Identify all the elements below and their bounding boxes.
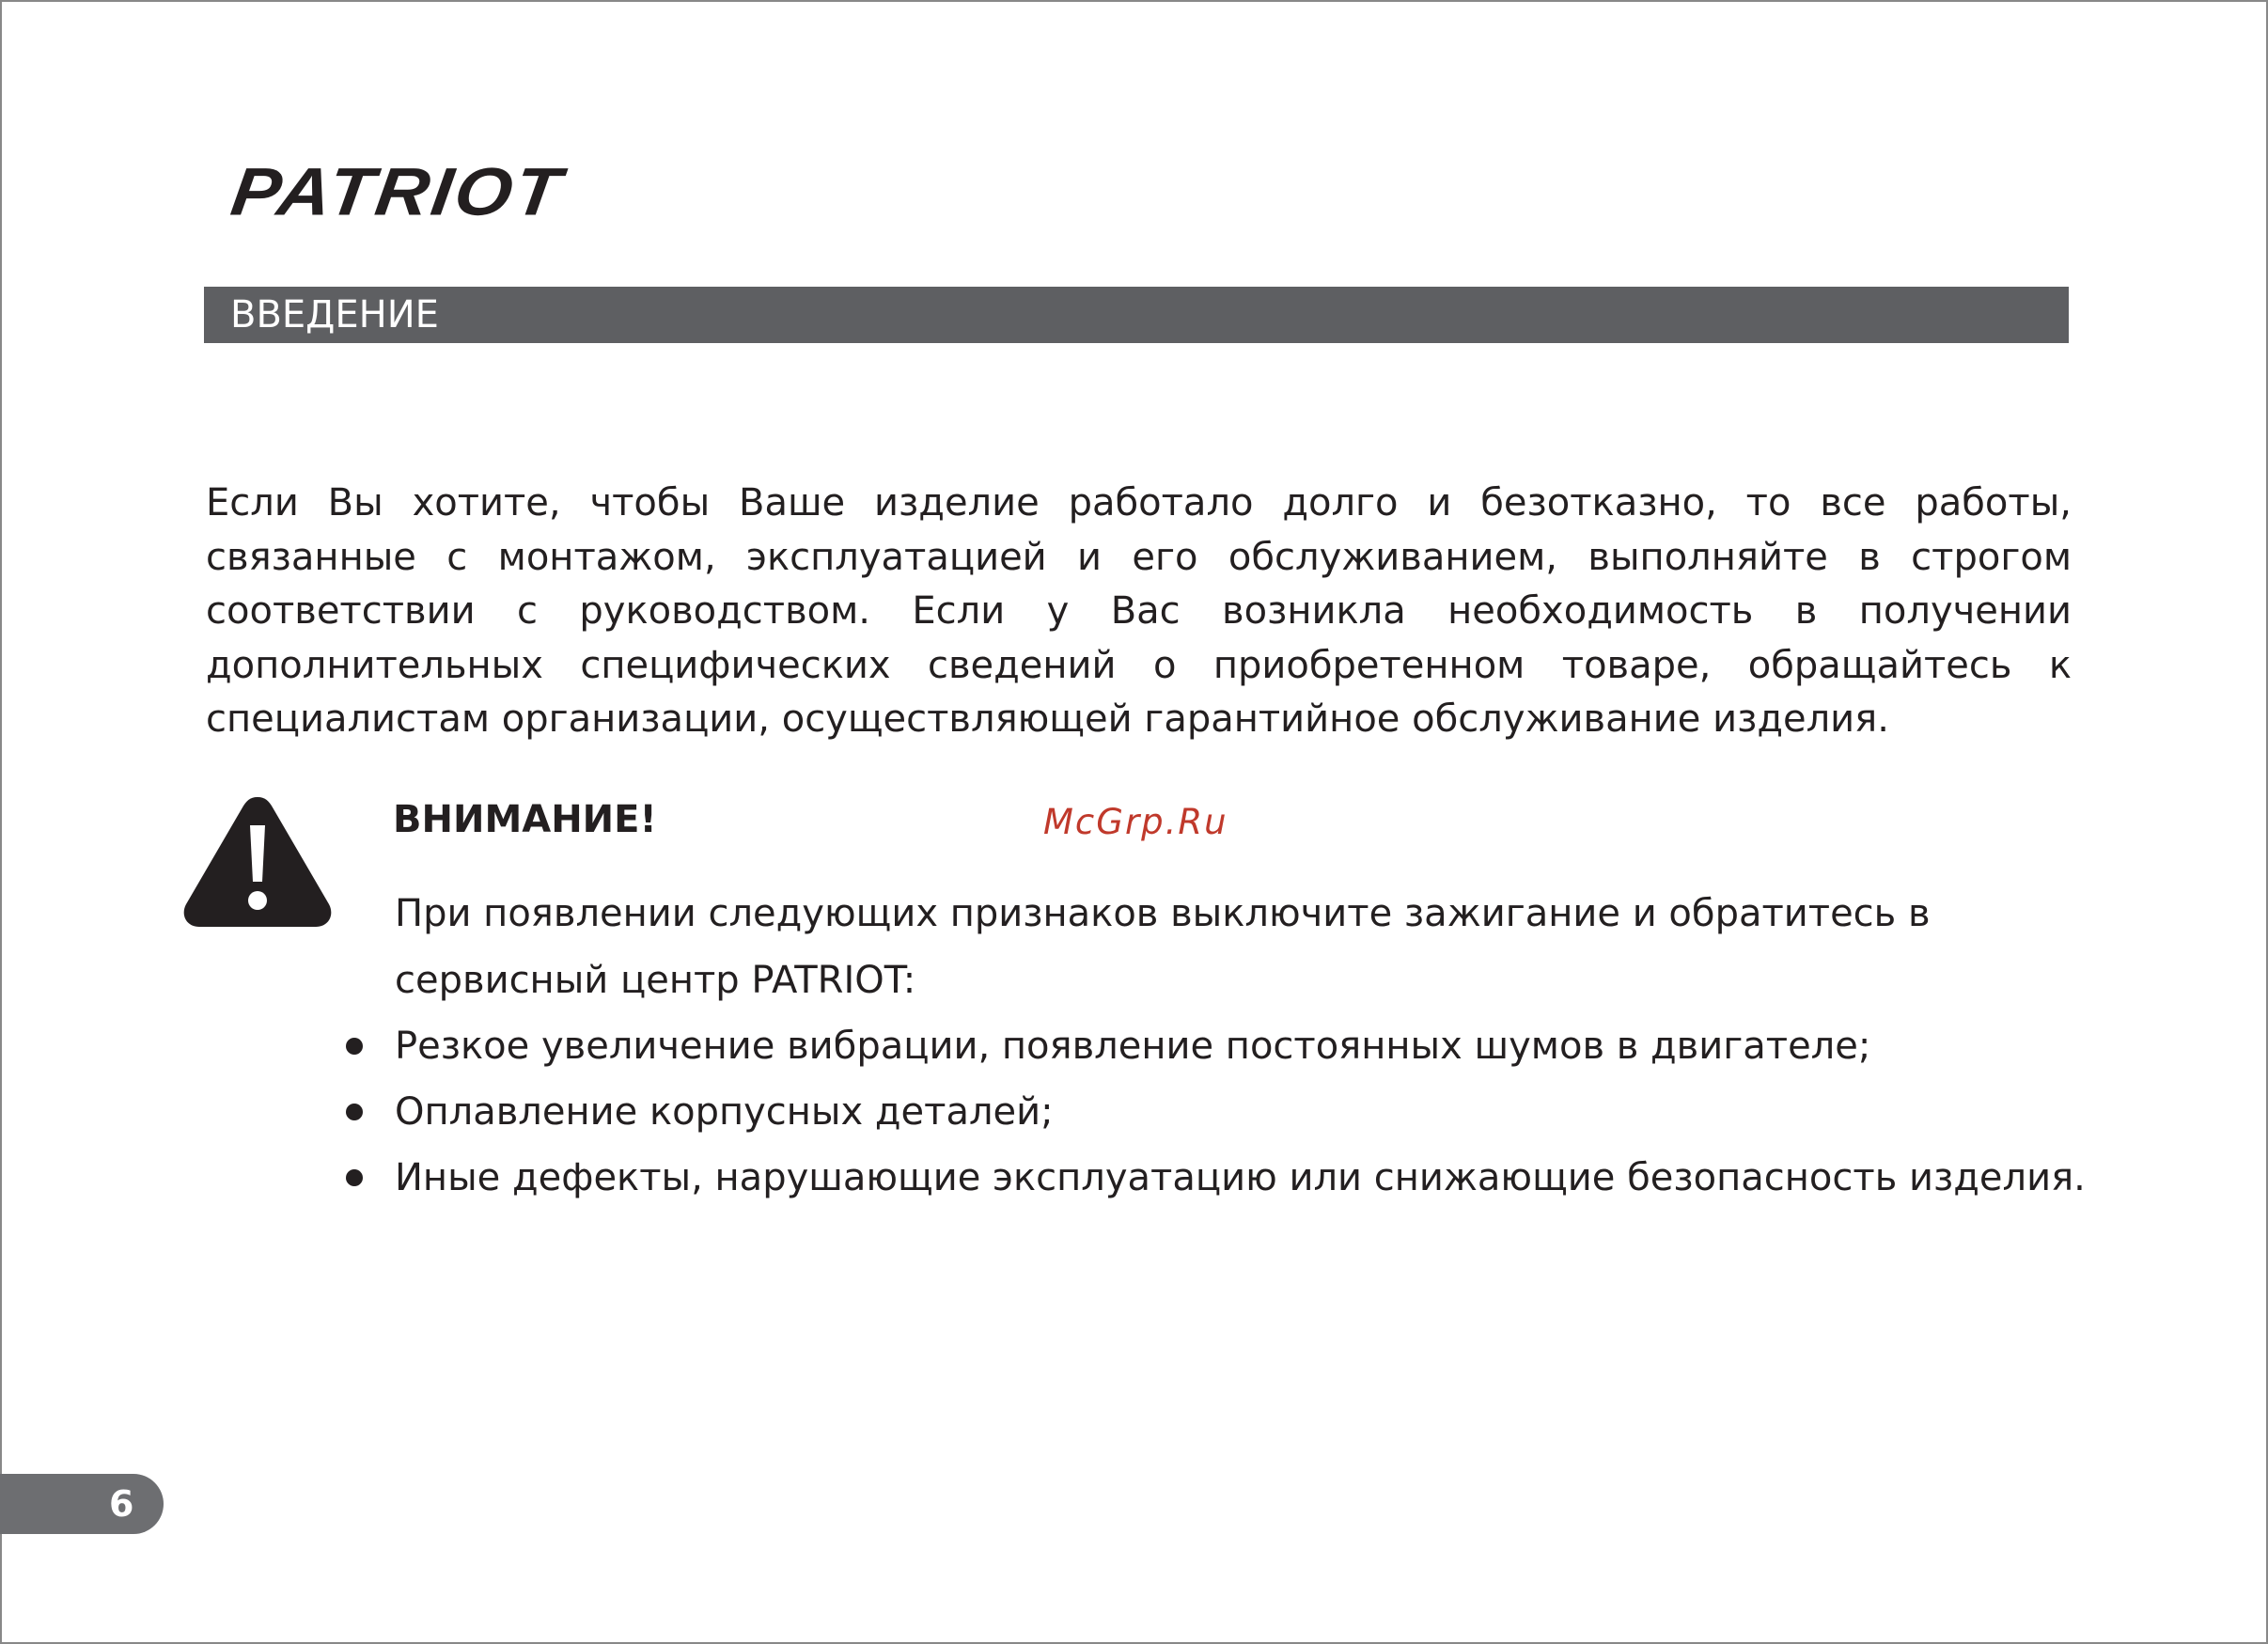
list-item (338, 1013, 2086, 1079)
warning-triangle-icon (180, 791, 335, 932)
list-item-text: Оплавление корпусных деталей; (395, 1090, 1054, 1134)
section-header (204, 287, 2069, 343)
warning-text: При появлении следующих признаков выключите зажигание и обратитесь в сервисный центр PATRIOT: (395, 892, 1931, 1002)
list-item-text: Иные дефекты, нарушающие эксплуатацию или снижающие безопасность изделия. (395, 1156, 2086, 1199)
bullet-icon (346, 1169, 363, 1186)
intro-paragraph: Если Вы хотите, чтобы Ваше изделие работало долго и безотказно, то все работы, связанные с монтажом, эксплуатацией и его обслуживанием, выполняйте в строгом соответствии с руководством. Если у Вас возникла необходимость в получении дополнительных специфических сведений о приобретенном товаре, обращайтесь к специалистам организации, осуществляющей гарантийное обслуживание изделия. (206, 481, 2072, 741)
bullet-icon (346, 1038, 363, 1055)
page-number: 6 (109, 1483, 134, 1525)
page-number-tab (0, 1474, 164, 1534)
bullet-icon (346, 1104, 363, 1120)
section-title: ВВЕДЕНИЕ (230, 293, 439, 337)
list-item (338, 1145, 2086, 1211)
watermark: McGrp.Ru (1043, 802, 1228, 842)
list-item (338, 1079, 2086, 1145)
list-item-text: Резкое увеличение вибрации, появление постоянных шумов в двигателе; (395, 1025, 1871, 1068)
warning-title: ВНИМАНИЕ! (393, 798, 657, 841)
warning-list (338, 1013, 2086, 1211)
patriot-logo: PATRIOT (227, 153, 569, 230)
